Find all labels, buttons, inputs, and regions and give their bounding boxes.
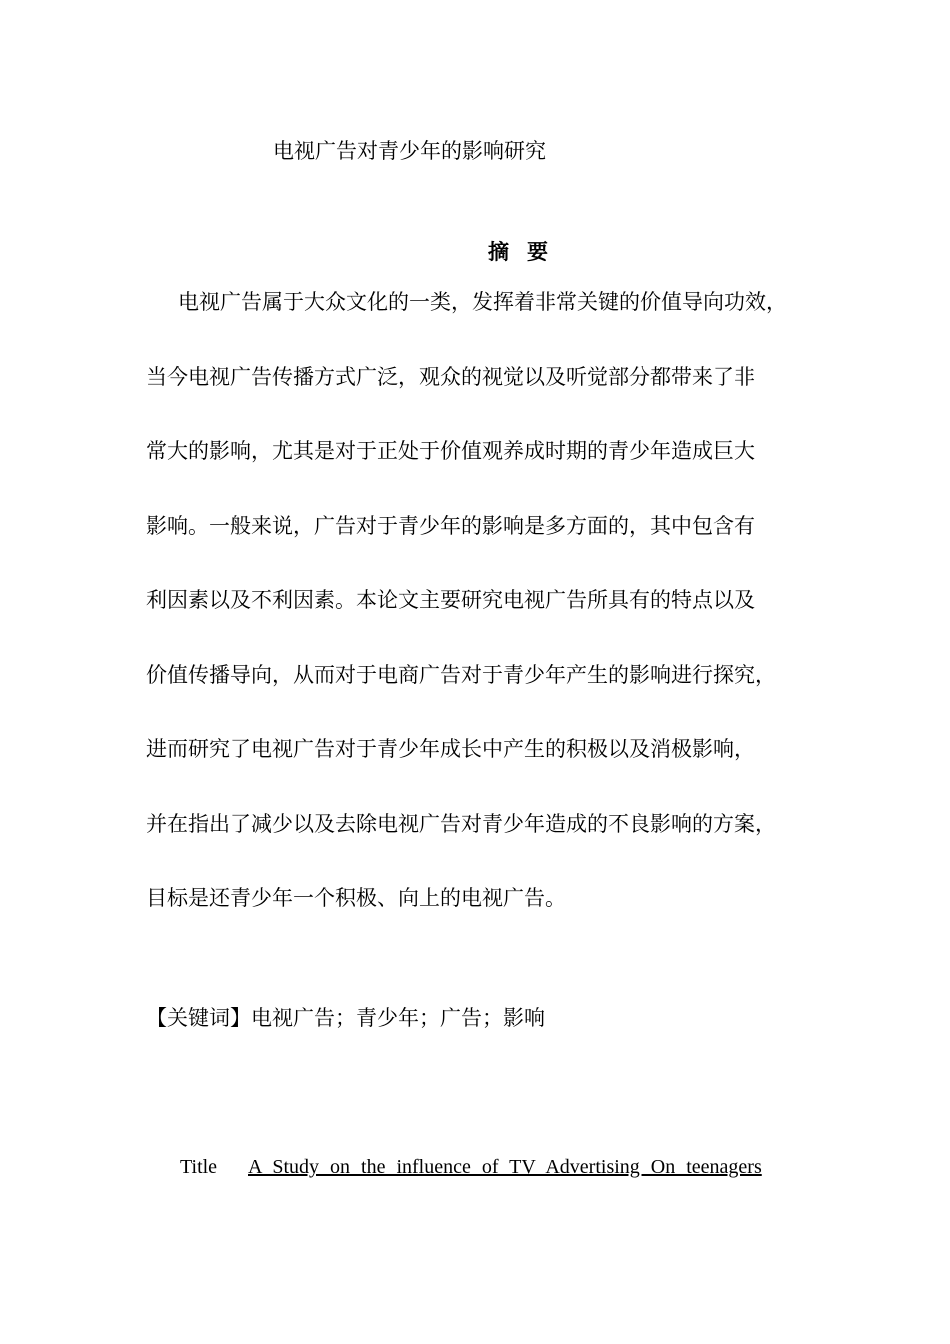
keywords-line <box>146 1002 545 1034</box>
abstract-line: 电视广告属于大众文化的一类，发挥着非常关键的价值导向功效， <box>178 290 787 314</box>
keywords-text: 电视广告；青少年；广告； <box>251 1006 503 1030</box>
english-title-label: Title <box>180 1156 218 1178</box>
document-title: 电视广告对青少年的影响研究 <box>273 139 546 163</box>
abstract-line: 进而研究了电视广告对于青少年成长中产生的积极以及消极影响， <box>146 737 755 761</box>
abstract-heading: 摘要 <box>488 240 566 264</box>
abstract-body <box>146 285 826 956</box>
abstract-line: 常大的影响，尤其是对于正处于价值观养成时期的青少年造成巨大 <box>146 439 755 463</box>
keywords-last: 影响 <box>503 1006 545 1030</box>
abstract-line: 影响。一般来说，广告对于青少年的影响是多方面的，其中包含有 <box>146 513 755 538</box>
keywords-label: 【关键词】 <box>146 1006 251 1030</box>
abstract-line: 并在指出了减少以及去除电视广告对青少年造成的不良影响的方案， <box>146 811 776 836</box>
english-title-text: A Study on the influence of TV Advertising On teenagers <box>248 1156 762 1178</box>
abstract-line: 价值传播导向，从而对于电商广告对于青少年产生的影响进行探究， <box>146 662 776 687</box>
abstract-line: 利因素以及不利因素。本论文主要研究电视广告所具有的特点以及 <box>146 588 755 612</box>
abstract-line: 目标是还青少年一个积极、向上的电视广告。 <box>146 886 566 910</box>
english-title-row <box>180 1153 806 1181</box>
abstract-line: 当今电视广告传播方式广泛，观众的视觉以及听觉部分都带来了非 <box>146 364 755 389</box>
